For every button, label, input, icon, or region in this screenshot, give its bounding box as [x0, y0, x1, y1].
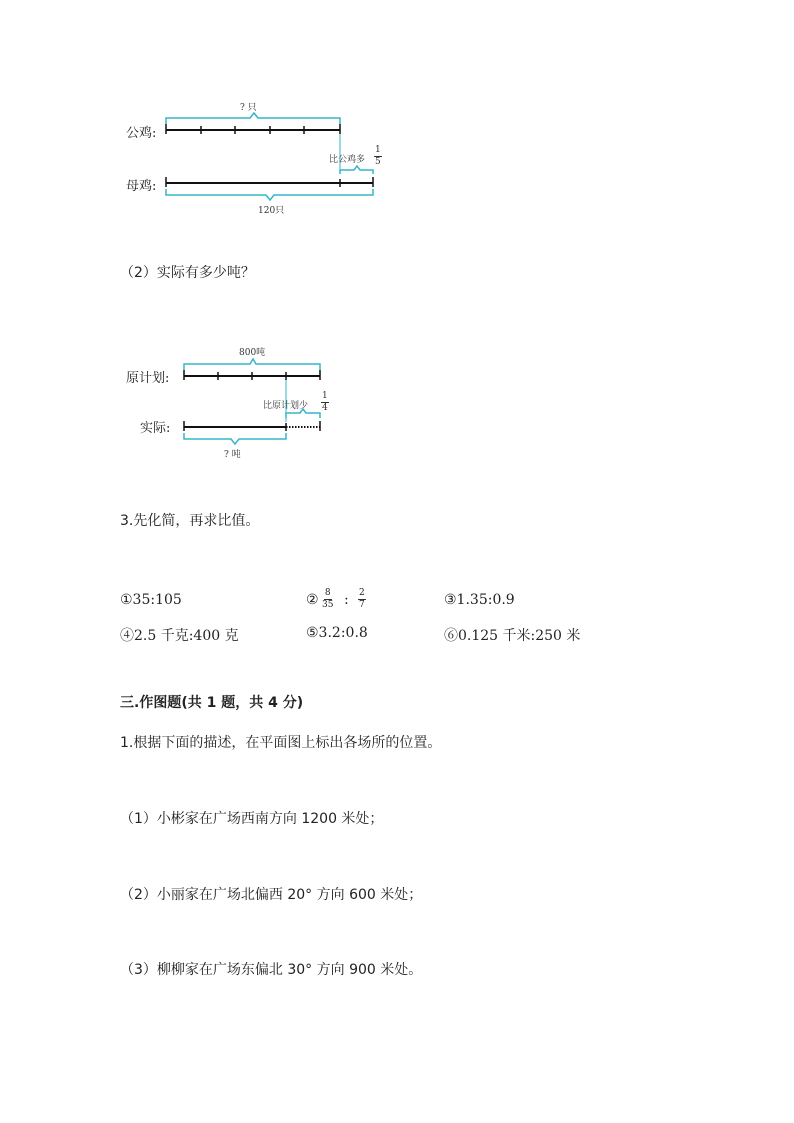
actual-question: ? 吨 [224, 450, 241, 460]
description-item-3: （3）柳柳家在广场东偏北 30° 方向 900 米处。 [120, 962, 423, 978]
ratio-6: ⑥0.125 千米:250 米 [444, 628, 581, 644]
rooster-compare-text: 比公鸡多 [329, 155, 366, 165]
hen-label: 母鸡: [126, 179, 157, 194]
ratio-2-fraction-b: $\frac{2}{7}$ [359, 588, 365, 610]
rooster-compare-fraction: $\frac{1}{5}$ [375, 145, 381, 167]
actual-bottom-brace [184, 433, 286, 444]
description-item-2: （2）小丽家在广场北偏西 20° 方向 600 米处； [120, 887, 423, 903]
rooster-question: ? 只 [240, 103, 257, 113]
rooster-label: 公鸡: [126, 126, 157, 141]
ratio-5: ⑤3.2:0.8 [306, 625, 368, 641]
drawing-question-title: 1.根据下面的描述，在平面图上标出各场所的位置。 [120, 735, 442, 751]
ratio-2-mark: ② [306, 592, 319, 608]
ratio-4: ④2.5 千克:400 克 [120, 628, 239, 644]
description-item-1: （1）小彬家在广场西南方向 1200 米处； [120, 811, 384, 827]
plan-total: 800吨 [239, 348, 266, 358]
ratio-1: ①35:105 [120, 592, 182, 608]
question-actual-tons: （2）实际有多少吨？ [120, 265, 255, 281]
question-simplify-ratio: 3.先化简，再求比值。 [120, 513, 260, 529]
hen-bottom-brace [166, 189, 373, 200]
extra-brace [340, 166, 373, 174]
ratio-2-fraction-a: $\frac{8}{35}$ [322, 588, 334, 610]
ratio-2-colon: : [344, 592, 349, 608]
ratio-3: ③1.35:0.9 [444, 592, 515, 608]
actual-label: 实际: [140, 421, 171, 436]
plan-compare-text: 比原计划少 [263, 401, 309, 411]
plan-top-brace [184, 359, 320, 370]
plan-compare-fraction: $\frac{1}{4}$ [322, 391, 328, 413]
plan-label: 原计划: [126, 371, 170, 386]
rooster-top-brace [166, 113, 340, 124]
section-heading: 三.作图题(共 1 题，共 4 分) [120, 695, 304, 711]
hen-total: 120只 [258, 206, 285, 216]
